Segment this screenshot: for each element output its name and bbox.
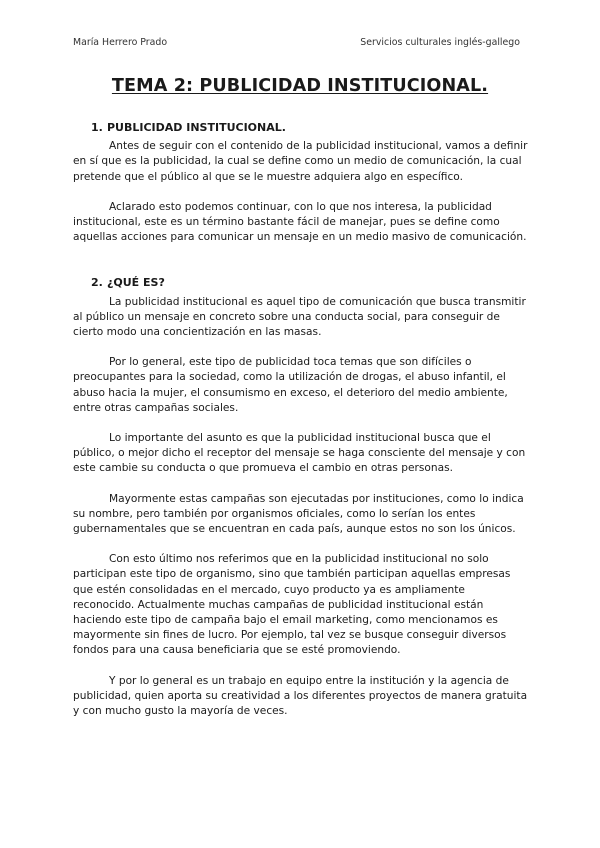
paragraph: Por lo general, este tipo de publicidad toca temas que son difíciles o preocupantes para la sociedad, como la utilización de drogas, el abuso infantil, el abuso hacia la mujer, el consumismo en exceso, el deterioro del medio ambiente, entre otras campañas sociales. <box>73 356 508 414</box>
paragraph: Y por lo general es un trabajo en equipo entre la institución y la agencia de publicidad, quien aporta su creatividad a los diferentes proyectos de manera gratuita y con mucho gusto la mayoría de veces. <box>73 674 528 718</box>
section-heading-2 <box>91 275 528 290</box>
header-author: María Herrero Prado <box>73 37 168 48</box>
document-body <box>73 120 528 734</box>
section-heading-1 <box>91 120 528 135</box>
paragraph: Mayormente estas campañas son ejecutadas por instituciones, como lo indica su nombre, pero también por organismos oficiales, como lo serían los entes gubernamentales que se encuentran en cada país, aunque estos no son los únicos. <box>73 492 524 536</box>
paragraph: Antes de seguir con el contenido de la publicidad institucional, vamos a definir en sí que es la publicidad, la cual se define como un medio de comunicación, la cual pretende que el público al que se le muestre adquiera algo en específico. <box>73 140 528 183</box>
section-title: ¿QUÉ ES? <box>107 276 165 290</box>
paragraph: Lo importante del asunto es que la publicidad institucional busca que el público, o mejor dicho el receptor del mensaje se haga consciente del mensaje y con este cambie su conducta o que promueva el cambio en otras personas. <box>73 432 526 475</box>
paragraph: Con esto último nos referimos que en la publicidad institucional no solo participan este tipo de organismo, sino que también participan aquellas empresas que estén consolidadas en el mercado, cuyo producto ya es ampliamente reconocido. Actualmente muchas campañas de publicidad institucional están haciendo este tipo de campaña bajo el email marketing, como mencionamos es mayormente sin fines de lucro. Por ejemplo, tal vez se busque conseguir diversos fondos para una causa beneficiaria que se esté promoviendo. <box>73 553 511 657</box>
section-title: PUBLICIDAD INSTITUCIONAL. <box>107 121 286 134</box>
paragraph: Aclarado esto podemos continuar, con lo que nos interesa, la publicidad institucional, este es un término bastante fácil de manejar, pues se define como aquellas acciones para comunicar un mensaje en un medio masivo de comunicación. <box>73 200 527 244</box>
header-service: Servicios culturales inglés-gallego <box>360 37 520 48</box>
paragraph: La publicidad institucional es aquel tipo de comunicación que busca transmitir al público un mensaje en concreto sobre una conducta social, para conseguir de cierto modo una concientización en las masas. <box>73 295 526 339</box>
section-number: 1. <box>91 121 103 134</box>
section-number: 2. <box>91 276 103 290</box>
document-title: TEMA 2: PUBLICIDAD INSTITUCIONAL. <box>111 76 489 96</box>
page-header <box>73 37 520 48</box>
section-spacer <box>73 260 528 275</box>
